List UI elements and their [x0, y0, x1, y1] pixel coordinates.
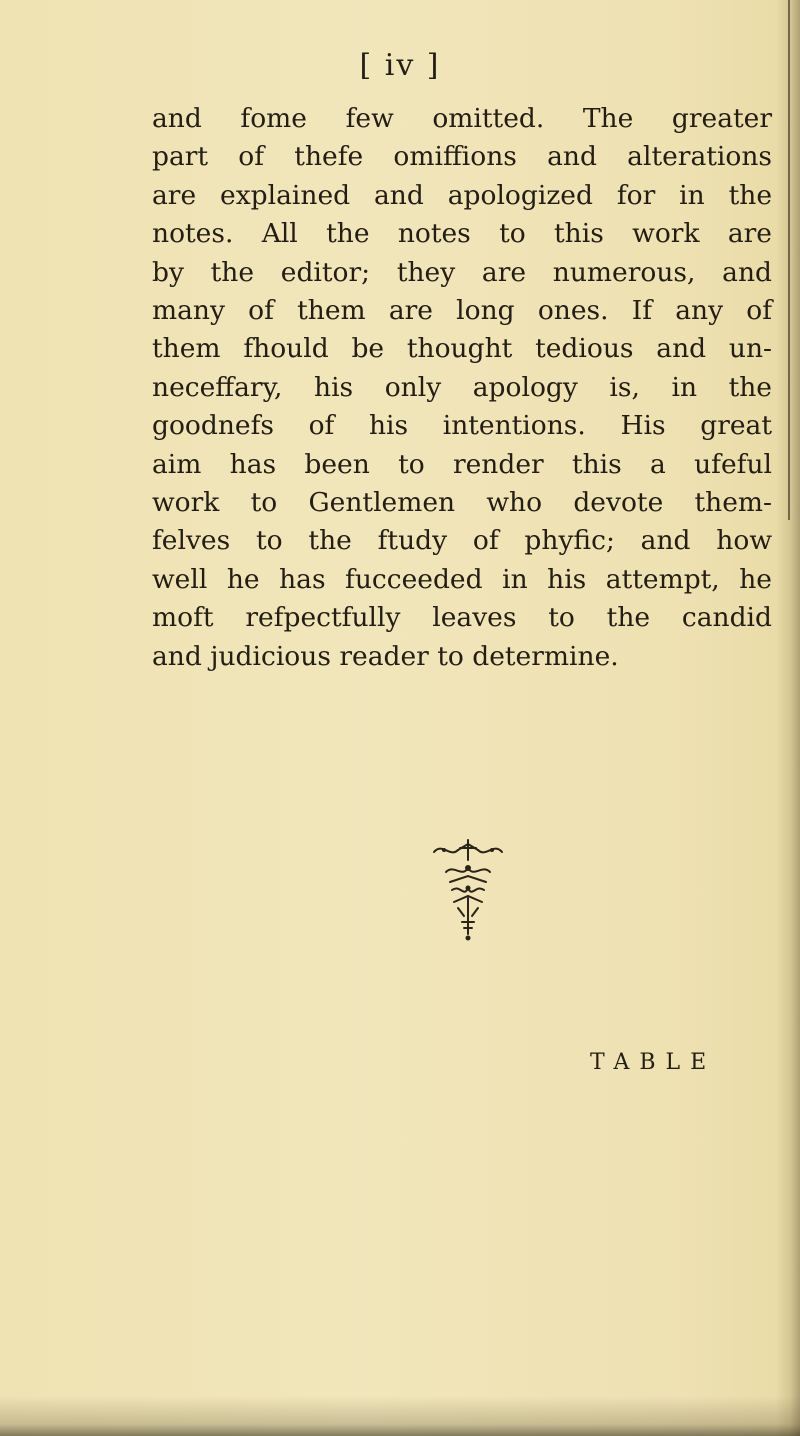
text-line: by the editor; they are numerous, and: [152, 256, 772, 288]
text-line: moft refpectfully leaves to the candid: [152, 602, 772, 634]
body-paragraph: [152, 100, 772, 676]
text-line: well he has fucceeded in his attempt, he: [152, 563, 772, 595]
printer-ornament-icon: [428, 838, 508, 948]
text-line: felves to the ftudy of phyfic; and how: [152, 525, 772, 557]
text-line: them fhould be thought tedious and un-: [152, 333, 772, 365]
text-line: are explained and apologized for in the: [152, 179, 772, 211]
catchword: TABLE: [590, 1050, 717, 1075]
page-number: [ iv ]: [359, 48, 441, 83]
text-line: and fome few omitted. The greater: [152, 103, 772, 134]
text-line: many of them are long ones. If any of: [152, 295, 772, 327]
text-line: part of thefe omiffions and alterations: [152, 141, 772, 173]
text-line: and judicious reader to determine.: [152, 640, 619, 672]
text-line: notes. All the notes to this work are: [152, 218, 772, 250]
text-line: goodnefs of his intentions. His great: [152, 410, 772, 442]
text-line: neceffary, his only apology is, in the: [152, 371, 772, 403]
text-line: work to Gentlemen who devote them-: [152, 487, 772, 519]
text-line: aim has been to render this a ufeful: [152, 448, 772, 480]
page-bottom-edge-shadow: [0, 1396, 800, 1436]
